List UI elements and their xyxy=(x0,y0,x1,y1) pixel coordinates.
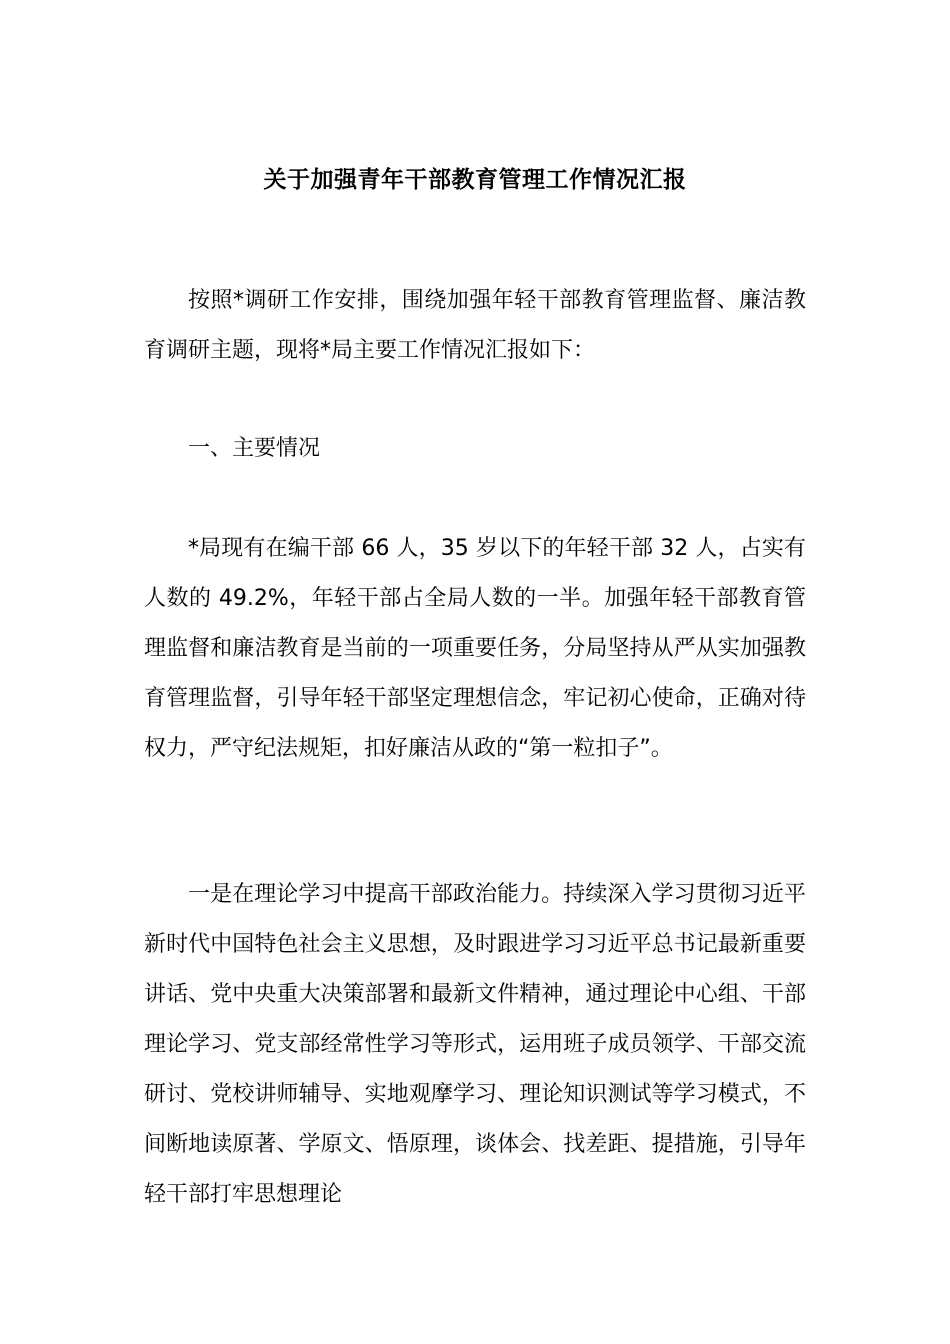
section-heading: 一、主要情况 xyxy=(188,436,321,461)
intro-paragraph: 按照*调研工作安排，围绕加强年轻干部教育管理监督、廉洁教育调研主题，现将*局主要工作情况汇报如下： xyxy=(144,288,806,363)
situation-paragraph: *局现有在编干部 66 人，35 岁以下的年轻干部 32 人，占实有人数的 49.2%，年轻干部占全局人数的一半。加强年轻干部教育管理监督和廉洁教育是当前的一项重要任务，分局坚持从严从实加强教育管理监督，引导年轻干部坚定理想信念，牢记初心使命，正确对待权力，严守纪法规矩，扣好廉洁从政的“第一粒扣子”。 xyxy=(144,536,806,761)
document-title: 关于加强青年干部教育管理工作情况汇报 xyxy=(263,167,687,193)
theory-study-paragraph: 一是在理论学习中提高干部政治能力。持续深入学习贯彻习近平新时代中国特色社会主义思想，及时跟进学习习近平总书记最新重要讲话、党中央重大决策部署和最新文件精神，通过理论中心组、干部理论学习、党支部经常性学习等形式，运用班子成员领学、干部交流研讨、党校讲师辅导、实地观摩学习、理论知识测试等学习模式，不间断地读原著、学原文、悟原理，谈体会、找差距、提措施，引导年轻干部打牢思想理论 xyxy=(144,882,806,1207)
